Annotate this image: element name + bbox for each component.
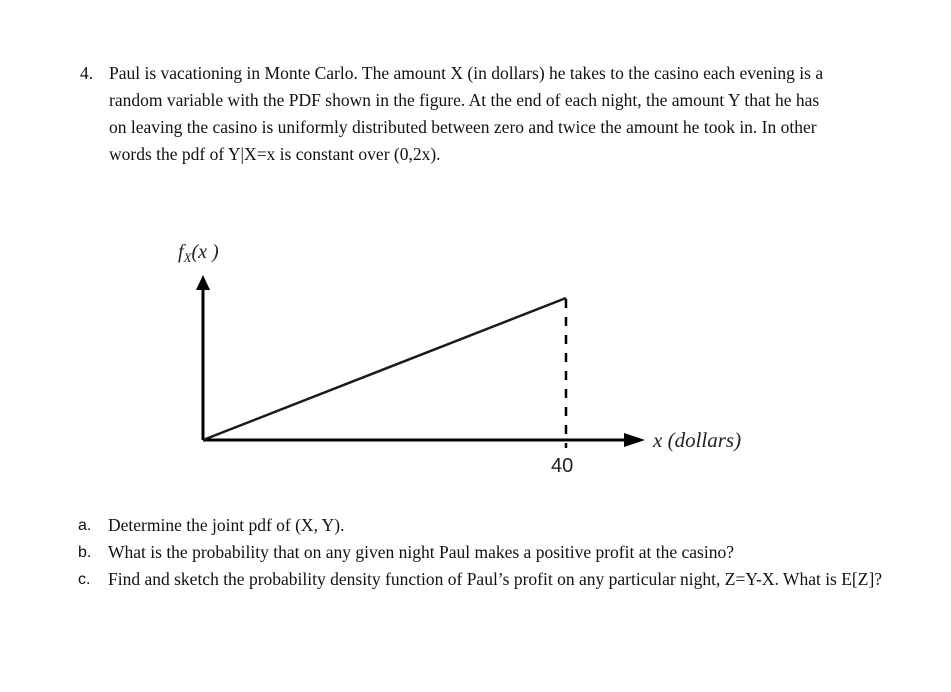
question-item: [78, 566, 898, 593]
question-text: Determine the joint pdf of (X, Y).: [108, 515, 345, 535]
question-letter: b.: [78, 544, 92, 561]
question-letter: c.: [78, 571, 91, 588]
question-letter: a.: [78, 517, 92, 534]
x-axis-label: x (dollars): [653, 428, 742, 452]
question-text: Find and sketch the probability density function of Paul’s profit on any particular night, Z=Y-X. What is E[Z]?: [108, 569, 883, 589]
problem-number: 4.: [80, 63, 94, 83]
question-item: [78, 539, 898, 566]
x-axis-arrowhead: [624, 433, 645, 447]
question-list: [78, 512, 898, 593]
y-axis-arrowhead: [196, 275, 210, 290]
y-axis-label: $f_X(x$ ): [178, 241, 219, 265]
x-tick-label-40: 40: [551, 455, 574, 477]
problem-text: Paul is vacationing in Monte Carlo. The amount X (in dollars) he takes to the casino each evening is a random variable with the PDF shown in the figure. At the end of each night, the amount Y that he has on leaving the casino is uniformly distributed between zero and twice the amount he took in. In other words the pdf of Y|X=x is constant over (0,2x).: [109, 63, 824, 164]
question-text: What is the probability that on any given night Paul makes a positive profit at the casino?: [108, 542, 734, 562]
question-item: [78, 512, 898, 539]
pdf-line: [203, 298, 566, 440]
